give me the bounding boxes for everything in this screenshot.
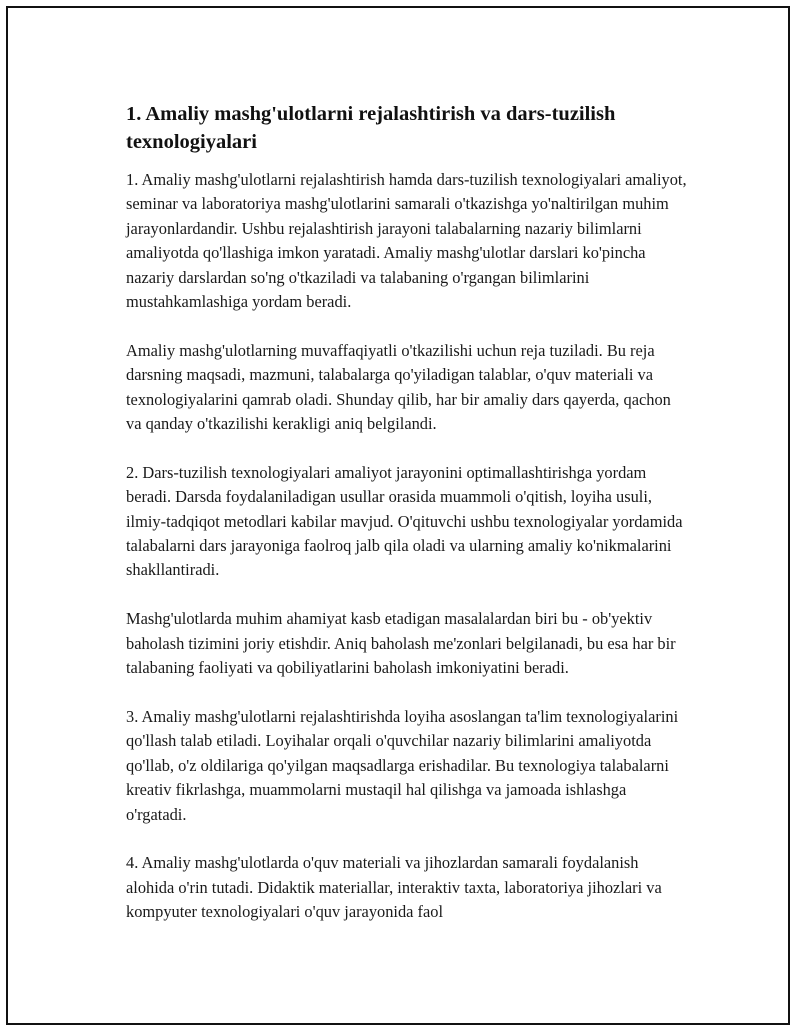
- paragraph-5: 3. Amaliy mashg'ulotlarni rejalashtirishda loyiha asoslangan ta'lim texnologiyalarini qo'llash talab etiladi. Loyihalar orqali o'quvchilar nazariy bilimlarini amaliyotda qo'llab, o'z oldilariga qo'yilgan maqsadlarga erishadilar. Bu texnologiya talabalarni kreativ fikrlashga, muammolarni mustaqil hal qilishga va jamoada ishlashga o'rgatadi.: [126, 706, 679, 824]
- paragraph-4: Mashg'ulotlarda muhim ahamiyat kasb etadigan masalalardan biri bu - ob'yektiv baholash tizimini joriy etishdir. Aniq baholash me'zonlari belgilanadi, bu esa har bir talabaning faoliyati va qobiliyatlarini baholash imkoniyatini beradi.: [126, 609, 676, 678]
- document-title: 1. Amaliy mashg'ulotlarni rejalashtirish va dars-tuzilish texnologiyalari: [126, 103, 616, 153]
- document-body: [126, 100, 690, 949]
- page-frame: [6, 6, 790, 1025]
- paragraph-1: 1. Amaliy mashg'ulotlarni rejalashtirish hamda dars-tuzilish texnologiyalari amaliyot, seminar va laboratoriya mashg'ulotlarini samarali o'tkazishga yo'naltirilgan muhim jarayonlardandir. Ushbu rejalashtirish jarayoni talabalarning nazariy bilimlarni amaliyotda qo'llashiga imkon yaratadi. Amaliy mashg'ulotlar darslari ko'pincha nazariy darslardan so'ng o'tkaziladi va talabaning o'rgangan bilimlarini mustahkamlashiga yordam beradi.: [126, 170, 687, 312]
- paragraph-2: Amaliy mashg'ulotlarning muvaffaqiyatli o'tkazilishi uchun reja tuziladi. Bu reja darsning maqsadi, mazmuni, talabalarga qo'yiladigan talablar, o'quv materiali va texnologiyalarini qamrab oladi. Shunday qilib, har bir amaliy dars qayerda, qachon va qanday o'tkazilishi kerakligi aniq belgilandi.: [126, 340, 671, 434]
- paragraph-3: 2. Dars-tuzilish texnologiyalari amaliyot jarayonini optimallashtirishga yordam beradi. Darsda foydalaniladigan usullar orasida muammoli o'qitish, loyiha usuli, ilmiy-tadqiqot metodlari kabilar mavjud. O'qituvchi ushbu texnologiyalar yordamida talabalarni dars jarayoniga faolroq jalb qila oladi va ularning amaliy ko'nikmalarini shakllantiradi.: [126, 462, 683, 580]
- paragraph-6: 4. Amaliy mashg'ulotlarda o'quv materiali va jihozlardan samarali foydalanish alohida o'rin tutadi. Didaktik materiallar, interaktiv taxta, laboratoriya jihozlari va kompyuter texnologiyalari o'quv jarayonida faol: [126, 853, 662, 922]
